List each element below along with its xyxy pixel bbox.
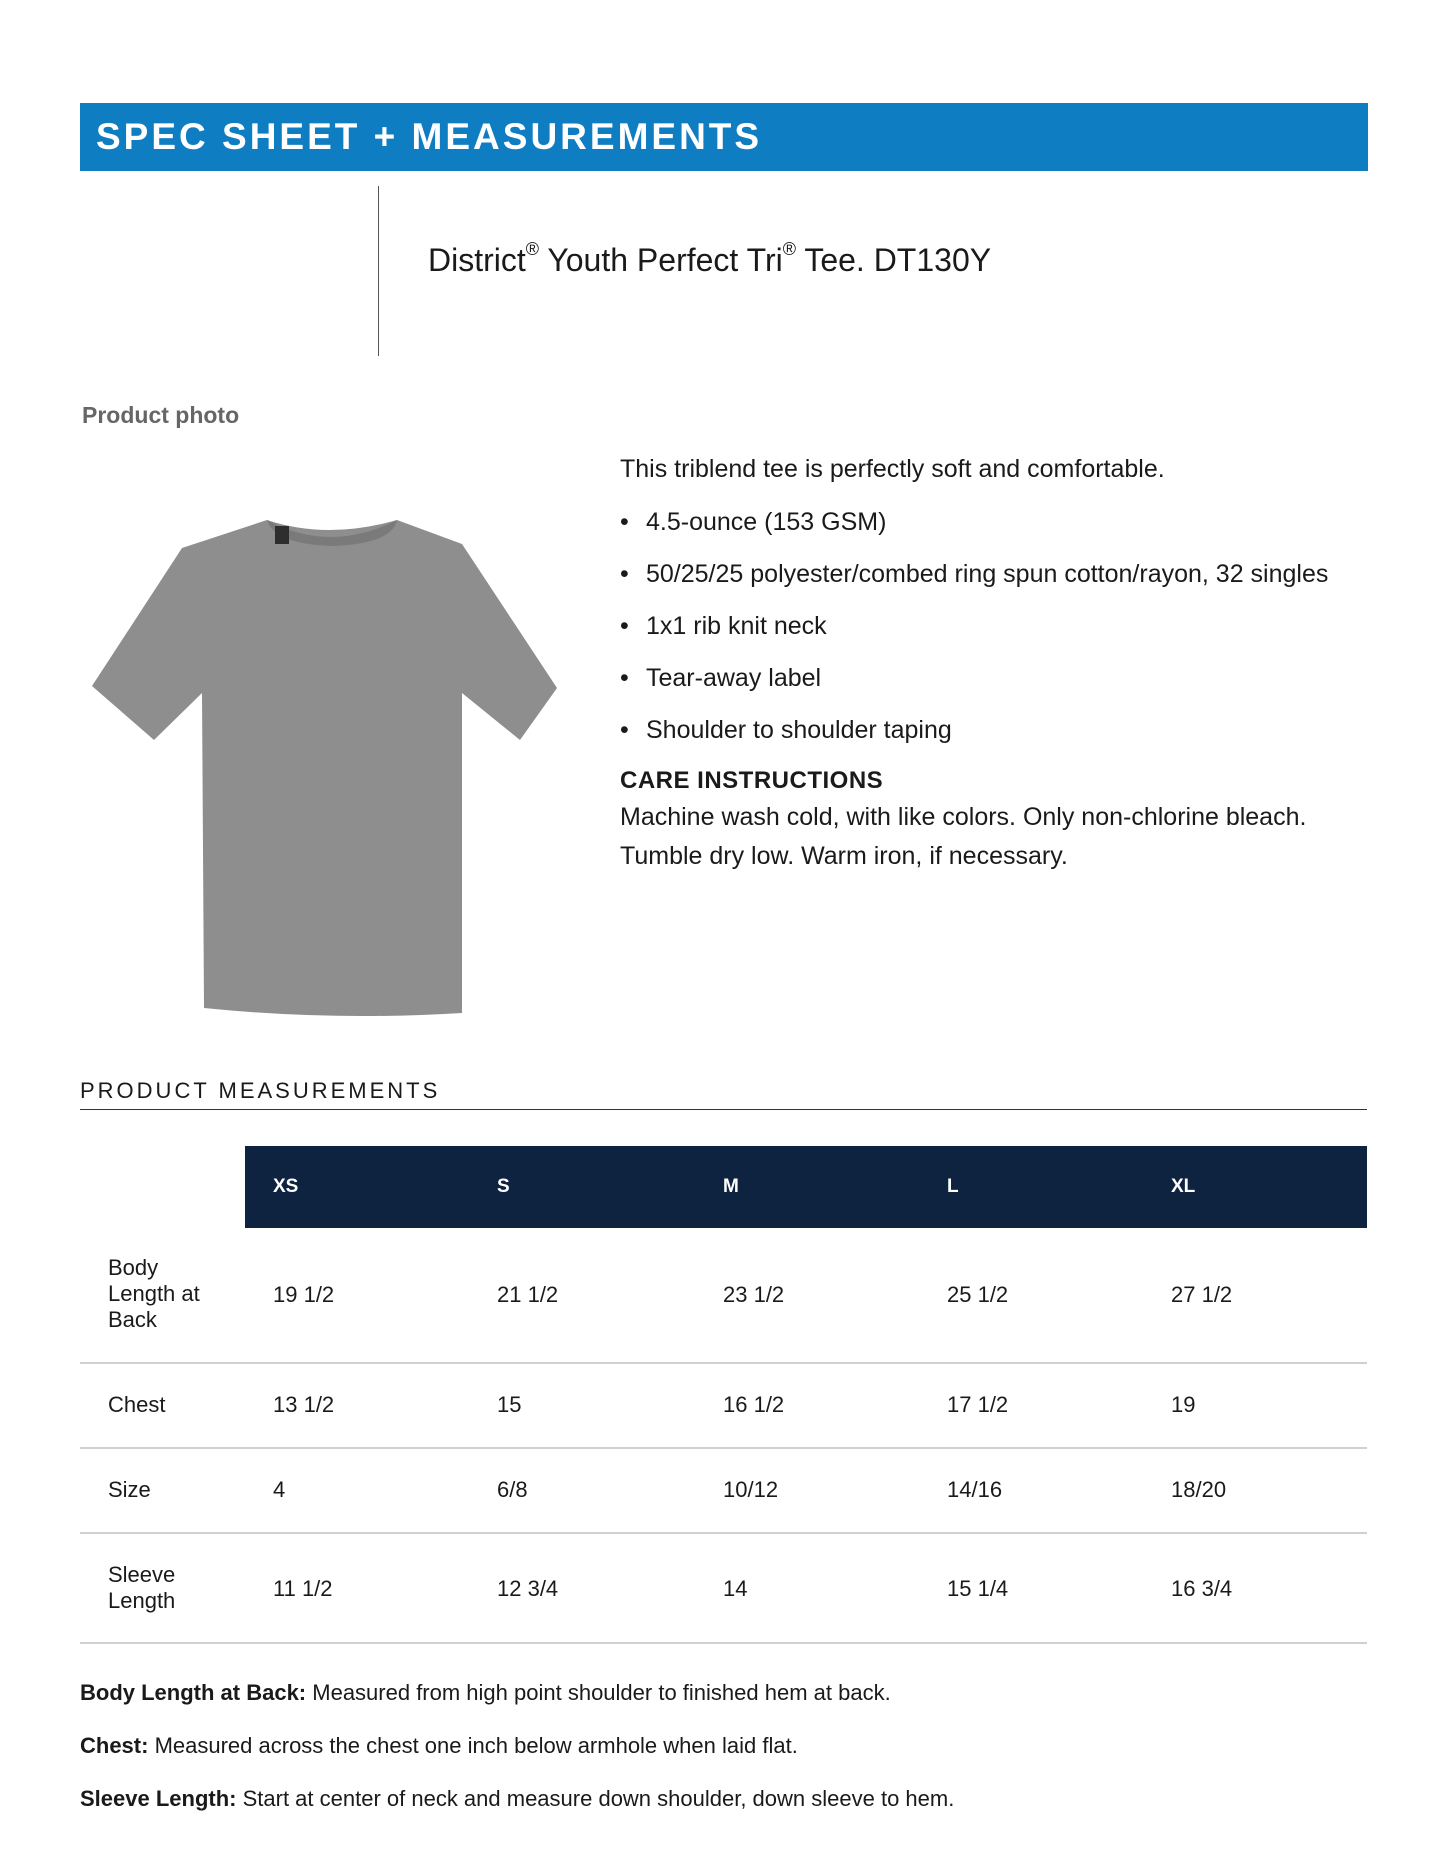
table-cell: 19 [1171, 1392, 1196, 1417]
feature-text: 4.5-ounce (153 GSM) [646, 508, 887, 536]
bullet: • [620, 560, 629, 588]
table-row [80, 1364, 1367, 1449]
note-item [80, 1772, 1370, 1825]
table-cell: 15 [497, 1392, 522, 1417]
note-term: Sleeve Length: [80, 1786, 237, 1811]
note-text: Start at center of neck and measure down shoulder, down sleeve to hem. [236, 1786, 955, 1811]
feature-item [620, 661, 1380, 696]
row-label: Size [108, 1477, 151, 1502]
bullet: • [620, 664, 629, 692]
note-term: Body Length at Back: [80, 1680, 307, 1705]
table-row [80, 1534, 1367, 1644]
note-item [80, 1666, 1370, 1719]
row-label: Sleeve Length [108, 1562, 176, 1613]
table-cell: 17 1/2 [947, 1392, 1009, 1417]
note-text: Measured from high point shoulder to finished hem at back. [306, 1680, 891, 1705]
table-cell: 16 1/2 [723, 1392, 785, 1417]
feature-item [620, 557, 1380, 592]
size-header: M [723, 1176, 739, 1197]
table-cell: 25 1/2 [947, 1282, 1009, 1307]
measurement-notes [80, 1666, 1370, 1825]
note-term: Chest: [80, 1733, 149, 1758]
care-line: Tumble dry low. Warm iron, if necessary. [620, 842, 1068, 870]
table-cell: 14 [723, 1576, 748, 1601]
bullet: • [620, 716, 629, 744]
table-cell: 6/8 [497, 1477, 528, 1502]
table-cell: 23 1/2 [723, 1282, 785, 1307]
care-line: Machine wash cold, with like colors. Only non-chlorine bleach. [620, 803, 1307, 831]
size-header: L [947, 1176, 959, 1197]
table-cell: 16 3/4 [1171, 1576, 1233, 1601]
table-header [245, 1146, 1367, 1228]
row-label: Body Length at Back [108, 1255, 200, 1332]
bullet: • [620, 612, 629, 640]
care-text [620, 798, 1380, 876]
measurements-rule [80, 1109, 1367, 1110]
table-cell: 15 1/4 [947, 1576, 1009, 1601]
product-description [620, 452, 1380, 876]
registered-mark: ® [525, 239, 540, 260]
product-style: Tee. DT130Y [796, 242, 992, 278]
table-cell: 19 1/2 [273, 1282, 335, 1307]
row-divider [80, 1642, 1367, 1644]
table-row [80, 1228, 1367, 1364]
note-item [80, 1719, 1370, 1772]
feature-text: Shoulder to shoulder taping [646, 716, 952, 744]
size-header: S [497, 1176, 510, 1197]
note-text: Measured across the chest one inch below armhole when laid flat. [148, 1733, 798, 1758]
row-label: Chest [108, 1392, 166, 1417]
feature-text: 50/25/25 polyester/combed ring spun cotton/rayon, 32 singles [646, 560, 1329, 588]
product-name: Youth Perfect Tri [539, 242, 783, 278]
care-title: CARE INSTRUCTIONS [620, 767, 884, 794]
table-cell: 12 3/4 [497, 1576, 559, 1601]
brand-name: District [428, 242, 526, 278]
description-intro: This triblend tee is perfectly soft and comfortable. [620, 455, 1165, 483]
tshirt-label [275, 526, 289, 544]
table-cell: 11 1/2 [273, 1576, 333, 1601]
table-row [80, 1449, 1367, 1534]
table-cell: 18/20 [1171, 1477, 1227, 1502]
table-cell: 4 [273, 1477, 286, 1502]
measurements-title: PRODUCT MEASUREMENTS [80, 1078, 441, 1103]
table-cell: 14/16 [947, 1477, 1003, 1502]
feature-item [620, 505, 1380, 540]
size-header: XL [1171, 1176, 1196, 1197]
size-header: XS [273, 1176, 299, 1197]
registered-mark: ® [782, 239, 796, 260]
table-cell: 10/12 [723, 1477, 779, 1502]
title-divider [378, 186, 379, 356]
product-photo [92, 508, 562, 1018]
feature-list [620, 505, 1380, 748]
tshirt-shape [92, 520, 557, 1016]
product-title [428, 239, 992, 279]
feature-item [620, 609, 1380, 644]
page-header: SPEC SHEET + MEASUREMENTS [80, 103, 1368, 171]
table-cell: 13 1/2 [273, 1392, 335, 1417]
table-cell: 27 1/2 [1171, 1282, 1233, 1307]
photo-label: Product photo [82, 402, 240, 428]
feature-text: 1x1 rib knit neck [646, 612, 827, 640]
table-cell: 21 1/2 [497, 1282, 559, 1307]
feature-text: Tear-away label [646, 664, 822, 692]
feature-item [620, 713, 1380, 748]
bullet: • [620, 508, 629, 536]
